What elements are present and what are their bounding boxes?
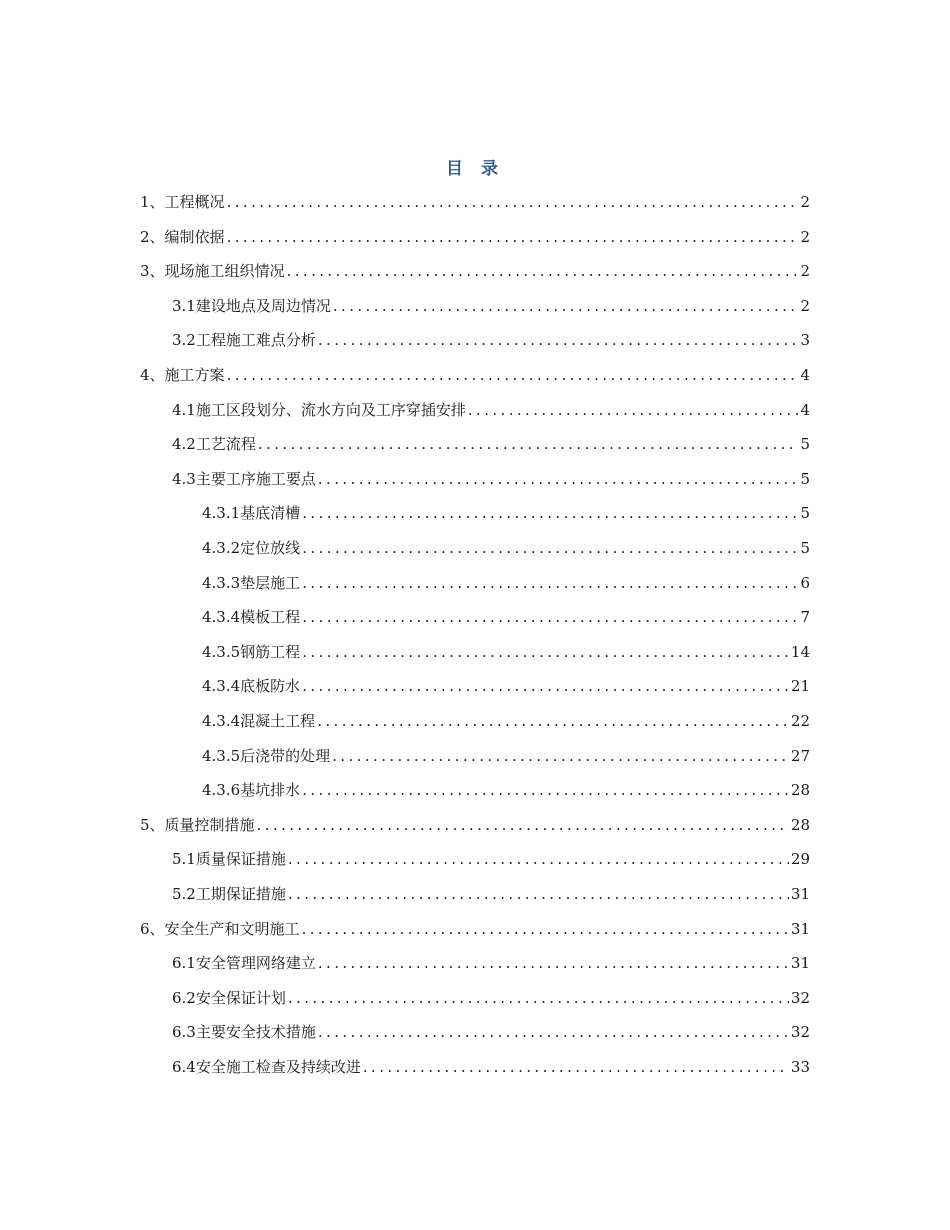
toc-entry-page-number: 2 [800,228,810,246]
toc-entry-number: 4、 [140,366,165,384]
toc-entry-page-number: 28 [790,816,810,834]
toc-entry-number: 4.3.6 [202,781,241,799]
toc-entry-page-number: 5 [800,504,810,522]
toc-entry[interactable] [140,358,810,392]
toc-dot-leader [227,185,799,219]
toc-entry-label: 混凝土工程 [240,712,316,730]
toc-entry-label: 垫层施工 [240,574,301,592]
toc-entry[interactable] [140,254,810,288]
toc-entry-page-number: 4 [800,401,810,419]
toc-entry-label: 工期保证措施 [195,885,286,903]
toc-dot-leader [302,773,789,807]
toc-entry-number: 5、 [140,816,165,834]
toc-entry-label: 主要安全技术措施 [195,1023,316,1041]
toc-entry-label: 安全施工检查及持续改进 [195,1058,361,1076]
toc-entry-page-number: 5 [800,470,810,488]
toc-entry-label: 质量控制措施 [164,816,255,834]
toc-entry-label: 施工区段划分、流水方向及工序穿插安排 [195,401,466,419]
toc-entry[interactable] [172,427,810,461]
toc-entry-number: 2、 [140,228,165,246]
toc-entry-label: 质量保证措施 [195,850,286,868]
toc-entry-number: 4.3.5 [202,747,241,765]
toc-dot-leader [317,704,789,738]
toc-entry-page-number: 3 [800,331,810,349]
toc-entry-label: 施工方案 [164,366,225,384]
toc-entry[interactable] [172,289,810,323]
toc-entry-label: 模板工程 [240,608,301,626]
toc-entry-number: 4.3.4 [202,712,241,730]
toc-entry-label: 建设地点及周边情况 [195,297,331,315]
toc-entry-number: 3.1 [172,297,196,315]
toc-entry-label: 工艺流程 [195,435,256,453]
toc-entry[interactable] [140,220,810,254]
toc-entry-page-number: 31 [790,885,810,903]
toc-entry-page-number: 5 [800,435,810,453]
toc-entry-number: 5.2 [172,885,196,903]
toc-entry[interactable] [202,566,810,600]
toc-dot-leader [288,842,789,876]
toc-entry-page-number: 32 [790,989,810,1007]
toc-entry-number: 4.3.4 [202,677,241,695]
toc-entry-label: 底板防水 [240,677,301,695]
toc-entry-page-number: 6 [800,574,810,592]
toc-dot-leader [302,531,798,565]
toc-entry-label: 安全保证计划 [195,989,286,1007]
toc-entry[interactable] [140,912,810,946]
toc-entry-label: 主要工序施工要点 [195,470,316,488]
toc-entry-number: 6.4 [172,1058,196,1076]
toc-entry[interactable] [172,981,810,1015]
toc-entry[interactable] [202,773,810,807]
toc-entry[interactable] [172,877,810,911]
toc-entry[interactable] [202,739,810,773]
toc-entry[interactable] [172,323,810,357]
toc-entry-page-number: 4 [800,366,810,384]
toc-entry-number: 3、 [140,262,165,280]
toc-entry-label: 现场施工组织情况 [164,262,285,280]
toc-dot-leader [302,566,798,600]
toc-title: 目 录 [446,159,504,179]
toc-entry-label: 工程概况 [164,193,225,211]
toc-entry-page-number: 28 [790,781,810,799]
toc-dot-leader [302,669,789,703]
toc-dot-leader [363,1050,789,1084]
toc-dot-leader [302,635,789,669]
toc-dot-leader [227,358,799,392]
toc-entry-number: 5.1 [172,850,196,868]
toc-entry-number: 4.3.3 [202,574,241,592]
toc-entry-label: 安全管理网络建立 [195,954,316,972]
toc-entry-number: 4.3 [172,470,196,488]
toc-entry-number: 4.3.2 [202,539,241,557]
toc-entry-label: 基底清槽 [240,504,301,522]
toc-entry[interactable] [202,669,810,703]
toc-entry[interactable] [202,635,810,669]
toc-dot-leader [318,323,799,357]
toc-dot-leader [302,912,789,946]
toc-dot-leader [302,496,798,530]
toc-entry-page-number: 21 [790,677,810,695]
toc-entry-page-number: 22 [790,712,810,730]
toc-entry-label: 安全生产和文明施工 [164,920,300,938]
toc-entry-number: 3.2 [172,331,196,349]
toc-entry[interactable] [172,393,810,427]
toc-entry[interactable] [202,600,810,634]
toc-entry-page-number: 2 [800,262,810,280]
toc-entry[interactable] [202,531,810,565]
toc-dot-leader [227,220,799,254]
toc-entry[interactable] [172,842,810,876]
toc-entry[interactable] [140,808,810,842]
toc-entry-number: 4.3.4 [202,608,241,626]
toc-entry-page-number: 27 [790,747,810,765]
toc-dot-leader [288,981,789,1015]
toc-entry-label: 编制依据 [164,228,225,246]
toc-entry[interactable] [172,462,810,496]
toc-entry-page-number: 2 [800,193,810,211]
toc-dot-leader [332,739,789,773]
toc-dot-leader [257,808,789,842]
toc-entry-number: 4.2 [172,435,196,453]
toc-entry-number: 4.3.5 [202,643,241,661]
toc-dot-leader [333,289,799,323]
toc-entry-page-number: 33 [790,1058,810,1076]
toc-dot-leader [468,393,799,427]
toc-entry-page-number: 5 [800,539,810,557]
toc-entry-page-number: 7 [800,608,810,626]
toc-entry-number: 4.1 [172,401,196,419]
toc-dot-leader [318,1015,789,1049]
toc-entry-number: 4.3.1 [202,504,241,522]
toc-entry-label: 后浇带的处理 [240,747,331,765]
toc-entry-number: 6、 [140,920,165,938]
toc-entry-number: 6.1 [172,954,196,972]
toc-entry[interactable] [172,1050,810,1084]
toc-entry-label: 定位放线 [240,539,301,557]
toc-entry-number: 1、 [140,193,165,211]
toc-entry[interactable] [202,704,810,738]
toc-entry[interactable] [140,185,810,219]
toc-entry-page-number: 31 [790,954,810,972]
toc-entry-label: 基坑排水 [240,781,301,799]
toc-dot-leader [287,254,799,288]
toc-entry-number: 6.2 [172,989,196,1007]
toc-dot-leader [288,877,789,911]
toc-dot-leader [318,462,799,496]
toc-entry-number: 6.3 [172,1023,196,1041]
toc-entry-page-number: 29 [790,850,810,868]
toc-entry[interactable] [202,496,810,530]
toc-entry-page-number: 32 [790,1023,810,1041]
toc-entry-page-number: 2 [800,297,810,315]
toc-entry-label: 工程施工难点分析 [195,331,316,349]
toc-entry[interactable] [172,1015,810,1049]
toc-dot-leader [302,600,798,634]
toc-entry[interactable] [172,946,810,980]
toc-entry-page-number: 14 [790,643,810,661]
toc-dot-leader [258,427,799,461]
toc-entry-label: 钢筋工程 [240,643,301,661]
toc-entry-page-number: 31 [790,920,810,938]
toc-dot-leader [318,946,789,980]
